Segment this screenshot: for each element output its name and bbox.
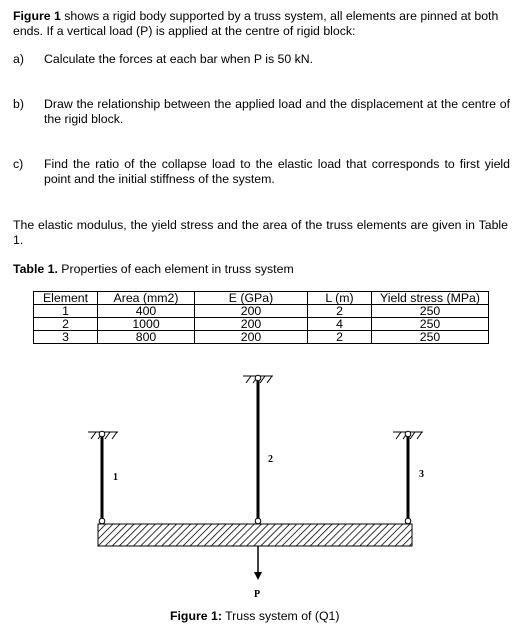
header-l: L (m): [308, 292, 372, 305]
table-row: [34, 305, 489, 318]
properties-table: [33, 291, 489, 344]
header-yield: Yield stress (MPa): [372, 292, 489, 305]
load-arrow: [254, 546, 262, 580]
pin-joints: [99, 375, 411, 524]
question-label: b): [13, 97, 24, 111]
table-cell: 200: [195, 331, 308, 344]
table-cell: 1: [34, 305, 98, 318]
table-cell: 4: [308, 318, 372, 331]
table-cell: 2: [34, 318, 98, 331]
question-text: Draw the relationship between the applied load and the displacement at the centre of the rigid block.: [44, 97, 510, 126]
load-label: P: [254, 589, 261, 600]
table-cell: 250: [372, 305, 489, 318]
figure-ref: Figure 1: [13, 9, 61, 23]
question-text: Find the ratio of the collapse load to the elastic load that corresponds to first yield point and the initial stiffness of the system.: [44, 157, 510, 186]
table-row: [34, 318, 489, 331]
table-cell: 2: [308, 331, 372, 344]
table-row: [34, 331, 489, 344]
intro-paragraph: [13, 9, 508, 39]
header-e: E (GPa): [195, 292, 308, 305]
elastic-paragraph: The elastic modulus, the yield stress and the area of the truss elements are given in Table 1.: [13, 218, 508, 247]
table-cell: 1000: [98, 318, 195, 331]
table-cell: 2: [308, 305, 372, 318]
bar-1-label: 1: [113, 472, 118, 483]
intro-text: shows a rigid body supported by a truss system, all elements are pinned at both ends. If a vertical load (P) is applied at the centre of rigid block:: [13, 9, 499, 38]
question-text: Calculate the forces at each bar when P is 50 kN.: [44, 52, 314, 66]
bar-3-label: 3: [419, 469, 424, 480]
table-cell: 200: [195, 318, 308, 331]
table-cell: 250: [372, 331, 489, 344]
table-header-row: [34, 292, 489, 305]
header-area: Area (mm2): [98, 292, 195, 305]
bar-2-label: 2: [268, 454, 273, 465]
header-element: Element: [34, 292, 98, 305]
table-cell: 200: [195, 305, 308, 318]
rigid-block: [98, 524, 412, 546]
table-cell: 250: [372, 318, 489, 331]
table-cell: 800: [98, 331, 195, 344]
truss-diagram: [0, 360, 523, 605]
question-label: c): [13, 157, 24, 171]
table-cell: 400: [98, 305, 195, 318]
figure-caption: Figure 1: Truss system of (Q1): [170, 609, 340, 623]
table-caption: Table 1. Properties of each element in truss system: [13, 262, 294, 276]
table-cell: 3: [34, 331, 98, 344]
question-label: a): [13, 52, 24, 66]
